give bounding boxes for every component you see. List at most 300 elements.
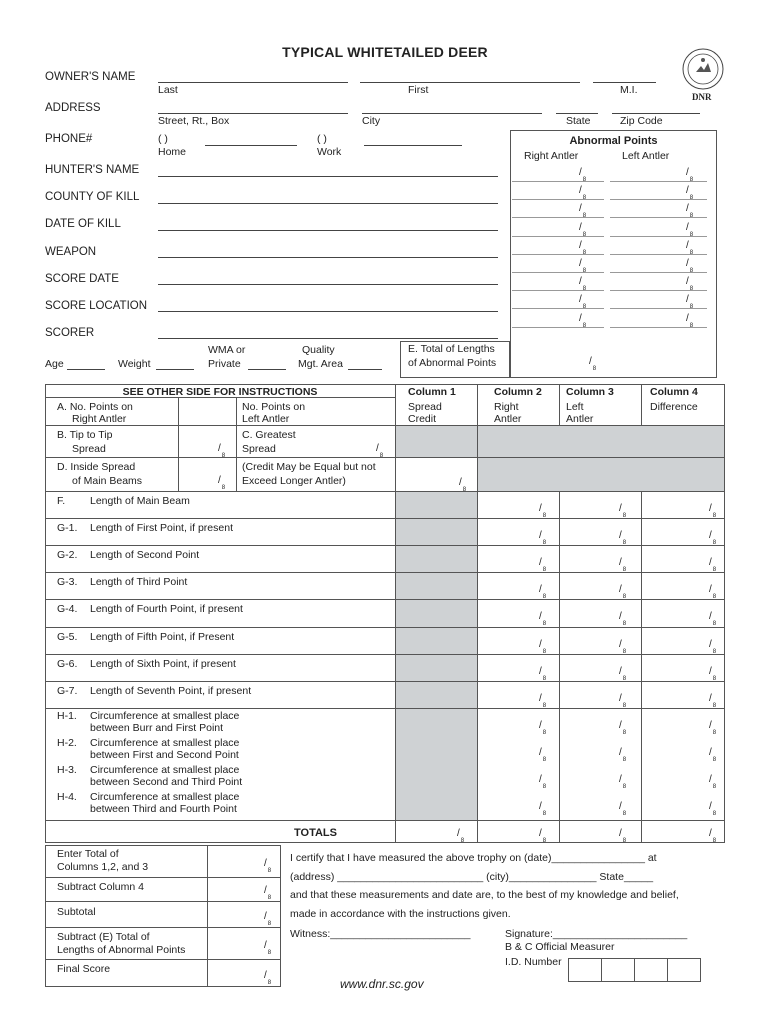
fraction-slash: / — [539, 503, 542, 514]
abnormal-right-field[interactable] — [512, 217, 604, 218]
fraction-denominator: 8 — [582, 268, 587, 274]
fraction-denominator: 8 — [379, 453, 384, 459]
weight-field[interactable] — [156, 369, 194, 370]
abnormal-points-title: Abnormal Points — [569, 135, 658, 147]
b-line2: Spread — [72, 443, 106, 455]
fraction-denominator: 8 — [622, 675, 627, 682]
fraction-denominator: 8 — [712, 675, 717, 682]
abnormal-right-fraction — [579, 258, 587, 274]
fraction-slash: / — [619, 719, 622, 731]
abnormal-right-field[interactable] — [512, 181, 604, 182]
zip-caption: Zip Code — [620, 115, 663, 127]
d-note2: Exceed Longer Antler) — [242, 475, 346, 487]
fraction-slash: / — [686, 294, 689, 306]
fraction-denominator: 8 — [689, 195, 694, 202]
abnormal-right-fraction — [579, 294, 587, 311]
fraction-denominator: 8 — [622, 729, 627, 736]
row-code: H-1. — [57, 709, 77, 722]
fraction-denominator: 8 — [712, 729, 717, 736]
fraction-denominator: 8 — [689, 231, 694, 238]
quality-label: Quality — [302, 344, 335, 356]
fraction-denominator: 8 — [267, 921, 272, 927]
c-line1: C. Greatest — [242, 429, 296, 441]
work-phone-field[interactable] — [364, 145, 462, 146]
fraction-denominator: 8 — [622, 648, 627, 655]
enter-total-line1: Enter Total of — [57, 848, 119, 860]
certify-line4: made in accordance with the instructions given. — [290, 908, 511, 920]
fraction-slash: / — [709, 746, 712, 758]
id-number-label: I.D. Number — [505, 956, 562, 968]
abnormal-right-field[interactable] — [512, 236, 604, 237]
a-left-line2: Left Antler — [242, 413, 290, 425]
last-caption: Last — [158, 84, 178, 96]
fraction-denominator: 8 — [542, 756, 547, 763]
col4-fraction — [709, 774, 717, 790]
home-caption: Home — [158, 146, 187, 158]
row-label: between Burr and First Point — [90, 721, 224, 734]
weapon-field[interactable] — [158, 257, 498, 258]
a-line1: A. No. Points on — [57, 401, 133, 413]
col3-fraction — [619, 584, 627, 601]
fraction-denominator: 8 — [542, 648, 547, 655]
col2-fraction — [539, 692, 547, 709]
fraction-denominator: 8 — [622, 838, 627, 844]
age-field[interactable] — [67, 369, 105, 370]
fraction-slash: / — [709, 801, 712, 813]
wma-label: WMA or — [208, 344, 246, 356]
fraction-slash: / — [264, 940, 267, 951]
abnormal-left-heading: Left Antler — [622, 150, 670, 162]
abnormal-right-fraction — [579, 312, 587, 329]
fraction-denominator: 8 — [582, 177, 587, 183]
col2-fraction — [539, 665, 547, 682]
abnormal-left-fraction — [686, 258, 694, 274]
fraction-denominator: 8 — [622, 540, 627, 547]
abnormal-right-fraction — [579, 203, 587, 220]
col2-fraction — [539, 503, 547, 519]
fraction-denominator: 8 — [622, 811, 627, 818]
fraction-denominator: 8 — [592, 366, 597, 372]
total-abnormal-line1: E. Total of Lengths — [408, 343, 495, 355]
col3-fraction — [619, 719, 627, 736]
address-label: ADDRESS — [45, 102, 101, 114]
abnormal-right-field[interactable] — [512, 254, 604, 255]
fraction-slash: / — [539, 828, 542, 839]
fraction-slash: / — [579, 258, 582, 269]
fraction-denominator: 8 — [542, 784, 547, 790]
col3-fraction — [619, 774, 627, 790]
fraction-slash: / — [619, 801, 622, 813]
subtotal-label: Subtotal — [57, 906, 96, 918]
mi-caption: M.I. — [620, 84, 638, 96]
fraction-denominator: 8 — [582, 213, 587, 220]
row-label: Circumference at smallest place — [90, 764, 240, 776]
fraction-slash: / — [539, 530, 542, 542]
fraction-slash: / — [619, 638, 622, 650]
dnr-logo-text: DNR — [692, 92, 712, 102]
fraction-slash: / — [686, 221, 689, 233]
col4-fraction — [709, 638, 717, 655]
fraction-slash: / — [539, 638, 542, 650]
subtract-e-line2: Lengths of Abnormal Points — [57, 944, 186, 956]
a-left-line1: No. Points on — [242, 401, 306, 413]
fraction-slash: / — [579, 312, 582, 324]
fraction-denominator: 8 — [582, 304, 587, 311]
total-abnormal-line2: of Abnormal Points — [408, 357, 497, 369]
col4-fraction — [709, 692, 717, 709]
fraction-slash: / — [686, 276, 689, 288]
col3-fraction — [619, 801, 627, 818]
fraction-denominator: 8 — [582, 249, 587, 256]
fraction-denominator: 8 — [689, 249, 694, 256]
fraction-denominator: 8 — [712, 756, 717, 763]
score-date-label: SCORE DATE — [45, 273, 119, 285]
fraction-denominator: 8 — [542, 838, 547, 844]
fraction-denominator: 8 — [221, 453, 226, 459]
fraction-denominator: 8 — [542, 594, 547, 601]
fraction-slash: / — [579, 294, 582, 306]
row-label: Length of Fourth Point, if present — [90, 603, 243, 616]
owner-name-label: OWNER'S NAME — [45, 71, 136, 83]
col2-fraction — [539, 530, 547, 547]
fraction-slash: / — [457, 828, 460, 839]
c-fraction — [376, 443, 384, 459]
fraction-denominator: 8 — [267, 895, 272, 901]
fraction-denominator: 8 — [267, 950, 272, 956]
owner-last-field[interactable] — [158, 82, 348, 83]
row-code: G-6. — [57, 657, 78, 670]
abnormal-right-field[interactable] — [512, 308, 604, 309]
fraction-slash: / — [264, 911, 267, 922]
fraction-denominator: 8 — [582, 195, 587, 202]
col3-fraction — [619, 611, 627, 628]
col2-heading: Column 2 — [494, 386, 542, 398]
fraction-slash: / — [579, 167, 582, 178]
col2-sub1: Right — [494, 401, 519, 413]
fraction-denominator: 8 — [462, 487, 467, 493]
col4-fraction — [709, 611, 717, 628]
private-label: Private — [208, 358, 241, 370]
col3-fraction — [619, 746, 627, 763]
col4-fraction — [709, 665, 717, 682]
total-abnormal-fraction — [589, 356, 597, 372]
row-code: G-7. — [57, 684, 78, 697]
dnr-seal-logo — [682, 48, 724, 90]
fraction-denominator: 8 — [712, 784, 717, 790]
fraction-slash: / — [619, 611, 622, 623]
county-field[interactable] — [158, 203, 498, 204]
abnormal-right-fraction — [579, 239, 587, 256]
col1-heading: Column 1 — [408, 386, 456, 398]
home-paren: ( ) — [158, 133, 168, 145]
fraction-slash: / — [539, 746, 542, 758]
total-col4-fraction — [709, 828, 717, 844]
owner-first-field[interactable] — [360, 82, 580, 83]
fraction-slash: / — [619, 530, 622, 542]
row-label: Length of Third Point — [90, 576, 188, 589]
abnormal-left-fraction — [686, 167, 694, 183]
row-label: Circumference at smallest place — [90, 791, 240, 804]
col1-sub2: Credit — [408, 413, 437, 425]
fraction-denominator: 8 — [689, 322, 694, 329]
col4-fraction — [709, 801, 717, 818]
fraction-denominator: 8 — [542, 621, 547, 628]
zip-field[interactable] — [612, 113, 700, 114]
row-label: Length of Sixth Point, if present — [90, 657, 236, 670]
abnormal-left-fraction — [686, 312, 694, 329]
b-fraction — [218, 443, 226, 459]
col2-fraction — [539, 719, 547, 736]
fraction-slash: / — [619, 503, 622, 514]
hunters-name-field[interactable] — [158, 176, 498, 177]
scorer-label: SCORER — [45, 327, 95, 339]
state-field[interactable] — [556, 113, 598, 114]
fraction-slash: / — [579, 185, 582, 197]
enter-total-line2: Columns 1,2, and 3 — [57, 861, 149, 873]
col3-fraction — [619, 638, 627, 655]
row-code: H-2. — [57, 736, 77, 749]
signature-field[interactable]: Signature:_______________________ — [505, 928, 688, 940]
row-label: Circumference at smallest place — [90, 736, 240, 749]
certify-line3: and that these measurements and date are, to the best of my knowledge and belief, — [290, 889, 679, 901]
fraction-denominator: 8 — [542, 675, 547, 682]
d-line2: of Main Beams — [72, 475, 143, 487]
fraction-denominator: 8 — [712, 648, 717, 655]
fraction-slash: / — [589, 356, 592, 367]
fraction-denominator: 8 — [221, 485, 226, 491]
fraction-denominator: 8 — [542, 811, 547, 818]
col4-fraction — [709, 719, 717, 736]
subtract-e-line1: Subtract (E) Total of — [57, 931, 150, 943]
fraction-denominator: 8 — [622, 567, 627, 574]
col2-fraction — [539, 557, 547, 574]
fraction-slash: / — [709, 530, 712, 542]
fraction-slash: / — [539, 665, 542, 677]
city-caption: City — [362, 115, 381, 127]
fraction-denominator: 8 — [582, 286, 587, 293]
fraction-denominator: 8 — [622, 784, 627, 790]
fraction-slash: / — [686, 239, 689, 251]
total-col2-fraction — [539, 828, 547, 844]
fraction-denominator: 8 — [689, 304, 694, 311]
fraction-slash: / — [264, 858, 267, 869]
scorer-field[interactable] — [158, 338, 498, 339]
fraction-denominator: 8 — [622, 513, 627, 519]
phone-label: PHONE# — [45, 133, 93, 145]
row-label: between First and Second Point — [90, 748, 239, 761]
date-of-kill-field[interactable] — [158, 230, 498, 231]
score-location-field[interactable] — [158, 311, 498, 312]
fraction-denominator: 8 — [267, 980, 272, 986]
fraction-denominator: 8 — [689, 177, 694, 183]
row-code: F. — [57, 495, 66, 507]
fraction-slash: / — [539, 801, 542, 813]
official-measurer-label: B & C Official Measurer — [505, 941, 615, 953]
abnormal-right-field[interactable] — [512, 327, 604, 328]
row-label: Length of Second Point — [90, 549, 200, 562]
col3-heading: Column 3 — [566, 386, 614, 398]
c-line2: Spread — [242, 443, 276, 455]
mgt-area-label: Mgt. Area — [298, 358, 343, 370]
fraction-slash: / — [709, 828, 712, 839]
abnormal-right-field[interactable] — [512, 199, 604, 200]
street-field[interactable] — [158, 113, 348, 114]
fraction-slash: / — [539, 584, 542, 596]
col2-fraction — [539, 638, 547, 655]
col1-sub1: Spread — [408, 401, 442, 413]
fraction-denominator: 8 — [542, 567, 547, 574]
d-credit-fraction — [459, 477, 467, 493]
fraction-denominator: 8 — [622, 594, 627, 601]
fraction-slash: / — [539, 692, 542, 704]
fraction-slash: / — [619, 746, 622, 758]
form-title: TYPICAL WHITETAILED DEER — [282, 44, 488, 60]
row-code: G-4. — [57, 603, 78, 616]
witness-field[interactable]: Witness:________________________ — [290, 928, 471, 940]
fraction-slash: / — [619, 774, 622, 785]
col2-fraction — [539, 584, 547, 601]
certify-line2: (address) _________________________ (city)_______________ State_____ — [290, 871, 654, 883]
fraction-slash: / — [539, 774, 542, 785]
col3-fraction — [619, 557, 627, 574]
fraction-denominator: 8 — [712, 567, 717, 574]
row-code: G-2. — [57, 549, 78, 562]
weight-label: Weight — [118, 358, 151, 370]
owner-mi-field[interactable] — [593, 82, 656, 83]
fraction-slash: / — [579, 221, 582, 233]
instructions-heading: SEE OTHER SIDE FOR INSTRUCTIONS — [122, 386, 318, 398]
col4-fraction — [709, 584, 717, 601]
row-code: H-4. — [57, 791, 77, 804]
col2-fraction — [539, 611, 547, 628]
col2-fraction — [539, 774, 547, 790]
col4-fraction — [709, 530, 717, 547]
col3-sub1: Left — [566, 401, 584, 413]
col2-sub2: Antler — [494, 413, 522, 425]
fraction-denominator: 8 — [712, 513, 717, 519]
fraction-slash: / — [539, 719, 542, 731]
work-caption: Work — [317, 146, 342, 158]
fraction-slash: / — [218, 443, 221, 454]
fraction-slash: / — [709, 557, 712, 569]
fraction-denominator: 8 — [689, 213, 694, 220]
fraction-denominator: 8 — [622, 702, 627, 709]
private-field[interactable] — [248, 369, 286, 370]
score-date-field[interactable] — [158, 284, 498, 285]
fraction-denominator: 8 — [542, 702, 547, 709]
d-note1: (Credit May be Equal but not — [242, 461, 376, 473]
fraction-denominator: 8 — [712, 811, 717, 818]
col4-heading: Column 4 — [650, 386, 698, 398]
col4-fraction — [709, 746, 717, 763]
fraction-denominator: 8 — [267, 868, 272, 874]
col3-fraction — [619, 503, 627, 519]
row-code: G-1. — [57, 522, 78, 535]
footer-url: www.dnr.sc.gov — [340, 977, 424, 991]
fraction-slash: / — [686, 185, 689, 197]
fraction-slash: / — [579, 203, 582, 215]
fraction-denominator: 8 — [622, 756, 627, 763]
fraction-denominator: 8 — [689, 286, 694, 293]
fraction-denominator: 8 — [712, 621, 717, 628]
abnormal-right-field[interactable] — [512, 272, 604, 273]
abnormal-right-fraction — [579, 221, 587, 238]
fraction-slash: / — [709, 611, 712, 623]
fraction-denominator: 8 — [622, 621, 627, 628]
fraction-denominator: 8 — [582, 231, 587, 238]
hunters-name-label: HUNTER'S NAME — [45, 164, 140, 176]
abnormal-left-fraction — [686, 221, 694, 238]
abnormal-right-field[interactable] — [512, 290, 604, 291]
fraction-slash: / — [264, 970, 267, 981]
fraction-slash: / — [218, 475, 221, 486]
col3-fraction — [619, 530, 627, 547]
col2-fraction — [539, 746, 547, 763]
fraction-denominator: 8 — [542, 729, 547, 736]
home-phone-field[interactable] — [205, 145, 297, 146]
age-label: Age — [45, 358, 64, 370]
totals-label: TOTALS — [294, 827, 337, 839]
fraction-denominator: 8 — [712, 702, 717, 709]
fraction-slash: / — [619, 828, 622, 839]
row-code: H-3. — [57, 764, 77, 776]
col4-fraction — [709, 557, 717, 574]
fraction-denominator: 8 — [712, 838, 717, 844]
date-of-kill-label: DATE OF KILL — [45, 218, 121, 230]
state-caption: State — [566, 115, 591, 127]
certify-line1: I certify that I have measured the above trophy on (date)________________ at — [290, 852, 657, 864]
row-label: Length of Main Beam — [90, 495, 190, 507]
fraction-denominator: 8 — [542, 540, 547, 547]
total-col3-fraction — [619, 828, 627, 844]
subtract-col4-label: Subtract Column 4 — [57, 881, 144, 893]
abnormal-left-fraction — [686, 203, 694, 220]
fraction-slash: / — [619, 692, 622, 704]
work-paren: ( ) — [317, 133, 327, 145]
col3-sub2: Antler — [566, 413, 594, 425]
abnormal-left-fraction — [686, 294, 694, 311]
col3-fraction — [619, 692, 627, 709]
row-label: Length of Seventh Point, if present — [90, 684, 252, 697]
a-line2: Right Antler — [72, 413, 127, 425]
col3-fraction — [619, 665, 627, 682]
abnormal-right-heading: Right Antler — [524, 150, 579, 162]
fraction-slash: / — [709, 774, 712, 785]
col4-fraction — [709, 503, 717, 519]
fraction-slash: / — [376, 443, 379, 454]
fraction-slash: / — [686, 312, 689, 324]
first-caption: First — [408, 84, 429, 96]
street-caption: Street, Rt., Box — [158, 115, 230, 127]
fraction-slash: / — [709, 665, 712, 677]
city-field[interactable] — [362, 113, 542, 114]
mgt-area-field[interactable] — [348, 369, 382, 370]
abnormal-left-fraction — [686, 185, 694, 202]
abnormal-right-fraction — [579, 167, 587, 183]
fraction-slash: / — [619, 665, 622, 677]
fraction-slash: / — [539, 557, 542, 569]
fraction-slash: / — [579, 276, 582, 288]
d-line1: D. Inside Spread — [57, 461, 136, 473]
fraction-slash: / — [579, 239, 582, 251]
fraction-slash: / — [619, 584, 622, 596]
abnormal-right-fraction — [579, 276, 587, 293]
fraction-slash: / — [686, 258, 689, 269]
fraction-slash: / — [709, 584, 712, 596]
fraction-slash: / — [709, 503, 712, 514]
fraction-denominator: 8 — [712, 594, 717, 601]
col4-sub1: Difference — [650, 401, 698, 413]
